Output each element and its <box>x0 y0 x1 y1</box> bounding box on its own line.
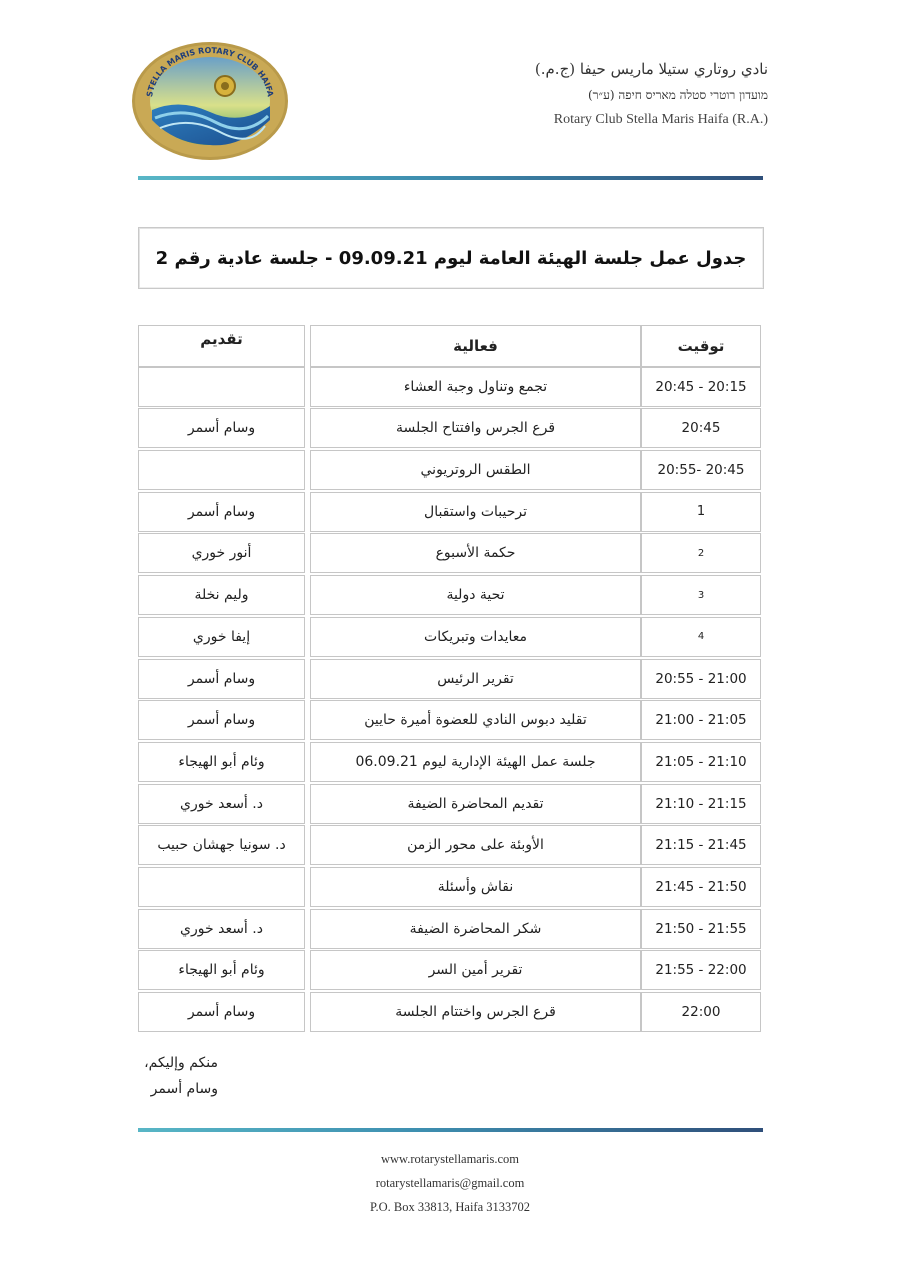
activity-cell: قرع الجرس وافتتاح الجلسة <box>310 408 641 448</box>
activity-cell: تقرير الرئيس <box>310 659 641 699</box>
time-cell: 20:55 - 21:00 <box>641 659 761 699</box>
footer-address: P.O. Box 33813, Haifa 3133702 <box>369 1200 531 1214</box>
table-row <box>138 700 763 742</box>
club-name-arabic: نادي روتاري ستيلا ماريس حيفا (ج.م.) <box>534 60 768 78</box>
table-row <box>138 825 763 867</box>
activity-cell: ترحيبات واستقبال <box>310 492 641 532</box>
time-cell: 3 <box>641 575 761 615</box>
table-row <box>138 659 763 701</box>
activity-cell: الطقس الروتريوني <box>310 450 641 490</box>
table-row <box>138 408 763 450</box>
footer <box>0 1147 900 1219</box>
time-cell: 21:50 - 21:55 <box>641 909 761 949</box>
presenter-cell: وسام أسمر <box>138 408 305 448</box>
time-cell: 4 <box>641 617 761 657</box>
time-cell: 21:00 - 21:05 <box>641 700 761 740</box>
agenda-table <box>138 325 763 1034</box>
presenter-cell: وسام أسمر <box>138 659 305 699</box>
table-row <box>138 867 763 909</box>
club-name-english: Rotary Club Stella Maris Haifa (R.A.) <box>553 112 768 127</box>
time-cell: 22:00 <box>641 992 761 1032</box>
header-time: توقيت <box>641 325 761 367</box>
table-header-row <box>138 325 763 367</box>
time-cell: 20:45 <box>641 408 761 448</box>
table-row <box>138 450 763 492</box>
presenter-cell: أنور خوري <box>138 533 305 573</box>
activity-cell: شكر المحاضرة الضيفة <box>310 909 641 949</box>
table-row <box>138 992 763 1034</box>
presenter-cell: د. سونيا جهشان حبيب <box>138 825 305 865</box>
svg-text:STELLA MARIS ROTARY CLUB HAIFA: STELLA MARIS ROTARY CLUB HAIFA <box>145 45 275 98</box>
table-row <box>138 742 763 784</box>
closing-greeting: منكم وإليكم، <box>144 1055 218 1071</box>
time-cell: 21:55 - 22:00 <box>641 950 761 990</box>
activity-cell: تحية دولية <box>310 575 641 615</box>
table-row <box>138 909 763 951</box>
time-cell: 20:45 - 20:15 <box>641 367 761 407</box>
header-presenter: تقديم <box>138 325 305 367</box>
time-cell: 21:15 - 21:45 <box>641 825 761 865</box>
closing-name: وسام أسمر <box>150 1081 218 1097</box>
header-activity: فعالية <box>310 325 641 367</box>
header-divider <box>138 176 763 180</box>
presenter-cell: وسام أسمر <box>138 492 305 532</box>
presenter-cell: إيفا خوري <box>138 617 305 657</box>
table-row <box>138 784 763 826</box>
table-row <box>138 492 763 534</box>
time-cell: 21:10 - 21:15 <box>641 784 761 824</box>
activity-cell: الأوبئة على محور الزمن <box>310 825 641 865</box>
footer-email[interactable]: rotarystellamaris@gmail.com <box>375 1176 525 1190</box>
club-header <box>535 60 768 128</box>
closing-signature <box>138 1050 218 1102</box>
activity-cell: تجمع وتناول وجبة العشاء <box>310 367 641 407</box>
presenter-cell: وليم نخلة <box>138 575 305 615</box>
presenter-cell: د. أسعد خوري <box>138 909 305 949</box>
agenda-title-box <box>138 227 764 289</box>
club-name-hebrew: מועדון רוטרי סטלה מאריס חיפה (ע״ר) <box>587 88 768 102</box>
presenter-cell: وئام أبو الهيجاء <box>138 950 305 990</box>
activity-cell: تقليد دبوس النادي للعضوة أميرة حايين <box>310 700 641 740</box>
time-cell: 2 <box>641 533 761 573</box>
time-cell: 21:45 - 21:50 <box>641 867 761 907</box>
presenter-cell <box>138 867 305 907</box>
activity-cell: حكمة الأسبوع <box>310 533 641 573</box>
activity-cell: جلسة عمل الهيئة الإدارية ليوم 06.09.21 <box>310 742 641 782</box>
presenter-cell <box>138 367 305 407</box>
presenter-cell: وئام أبو الهيجاء <box>138 742 305 782</box>
activity-cell: نقاش وأسئلة <box>310 867 641 907</box>
table-row <box>138 617 763 659</box>
table-row <box>138 367 763 409</box>
presenter-cell: د. أسعد خوري <box>138 784 305 824</box>
table-row <box>138 575 763 617</box>
agenda-title: جدول عمل جلسة الهيئة العامة ليوم 09.09.21 - جلسة عادية رقم 2 <box>155 247 747 269</box>
time-cell: 20:55- 20:45 <box>641 450 761 490</box>
activity-cell: معايدات وتبريكات <box>310 617 641 657</box>
presenter-cell: وسام أسمر <box>138 992 305 1032</box>
table-row <box>138 950 763 992</box>
table-row <box>138 533 763 575</box>
presenter-cell <box>138 450 305 490</box>
footer-website[interactable]: www.rotarystellamaris.com <box>380 1152 520 1166</box>
club-logo <box>130 40 290 162</box>
activity-cell: تقديم المحاضرة الضيفة <box>310 784 641 824</box>
footer-divider <box>138 1128 763 1132</box>
time-cell: 1 <box>641 492 761 532</box>
activity-cell: قرع الجرس واختتام الجلسة <box>310 992 641 1032</box>
time-cell: 21:05 - 21:10 <box>641 742 761 782</box>
presenter-cell: وسام أسمر <box>138 700 305 740</box>
activity-cell: تقرير أمين السر <box>310 950 641 990</box>
